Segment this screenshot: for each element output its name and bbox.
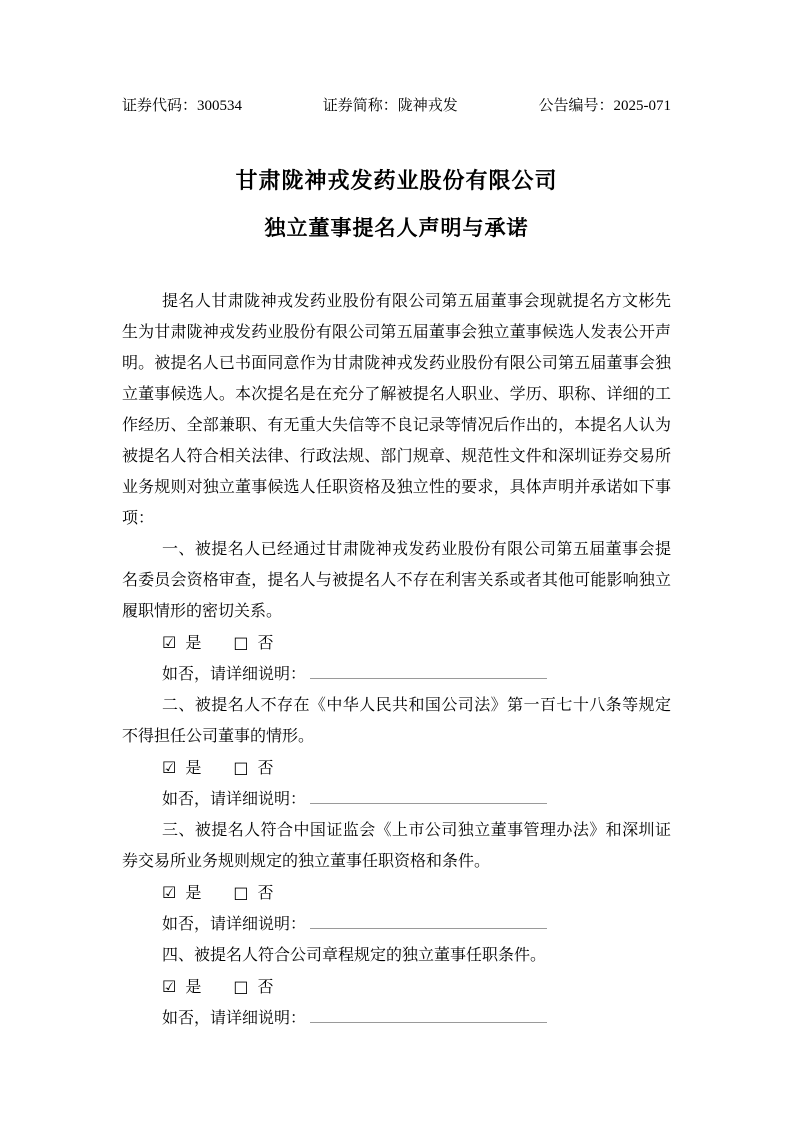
detail-row [122, 784, 671, 815]
stock-code: 证券代码：300534 [122, 98, 243, 114]
yes-checkbox[interactable] [162, 752, 201, 784]
unchecked-checkbox-icon: □ [233, 977, 249, 996]
document-title: 独立董事提名人声明与承诺 [264, 216, 529, 240]
item-text: 三、被提名人符合中国证监会《上市公司独立董事管理办法》和深圳证券交易所业务规则规定的独立董事任职资格和条件。 [122, 822, 671, 870]
detail-row [122, 659, 671, 690]
detail-prompt: 如否，请详细说明： [162, 1010, 307, 1027]
declaration-item [122, 534, 671, 690]
checkbox-row [122, 627, 671, 659]
detail-blank-line [310, 1006, 547, 1023]
company-title: 甘肃陇神戎发药业股份有限公司 [235, 168, 558, 193]
yes-checkbox[interactable] [162, 971, 201, 1003]
no-checkbox[interactable] [233, 877, 273, 909]
checkbox-row [122, 877, 671, 909]
document-body [122, 286, 671, 1034]
checkbox-row [122, 971, 671, 1003]
no-checkbox[interactable] [233, 752, 273, 784]
detail-blank-line [310, 912, 547, 929]
yes-label: 是 [185, 979, 202, 996]
detail-prompt: 如否，请详细说明： [162, 666, 307, 683]
no-checkbox[interactable] [233, 971, 273, 1003]
no-checkbox[interactable] [233, 627, 273, 659]
declaration-item [122, 690, 671, 815]
yes-label: 是 [185, 885, 202, 902]
announcement-number: 公告编号：2025-071 [538, 98, 671, 114]
stock-name: 证券简称：陇神戎发 [322, 98, 458, 114]
declaration-items [122, 534, 671, 1034]
yes-label: 是 [185, 760, 202, 777]
unchecked-checkbox-icon: □ [233, 883, 249, 902]
detail-blank-line [310, 787, 547, 804]
no-label: 否 [257, 979, 274, 996]
detail-row [122, 909, 671, 940]
no-label: 否 [257, 885, 274, 902]
yes-checkbox[interactable] [162, 627, 201, 659]
checked-checkbox-icon: ☑ [162, 977, 177, 996]
yes-label: 是 [185, 635, 202, 652]
item-text: 二、被提名人不存在《中华人民共和国公司法》第一百七十八条等规定不得担任公司董事的情形。 [122, 697, 671, 745]
no-label: 否 [257, 635, 274, 652]
detail-blank-line [310, 662, 547, 679]
declaration-item [122, 940, 671, 1034]
checked-checkbox-icon: ☑ [162, 633, 177, 652]
unchecked-checkbox-icon: □ [233, 633, 249, 652]
detail-prompt: 如否，请详细说明： [162, 791, 307, 808]
checked-checkbox-icon: ☑ [162, 883, 177, 902]
no-label: 否 [257, 760, 274, 777]
checkbox-row [122, 752, 671, 784]
detail-row [122, 1003, 671, 1034]
detail-prompt: 如否，请详细说明： [162, 916, 307, 933]
intro-paragraph: 提名人甘肃陇神戎发药业股份有限公司第五届董事会现就提名方文彬先生为甘肃陇神戎发药业股份有限公司第五届董事会独立董事候选人发表公开声明。被提名人已书面同意作为甘肃陇神戎发药业股份有限公司第五届董事会独立董事候选人。本次提名是在充分了解被提名人职业、学历、职称、详细的工作经历、全部兼职、有无重大失信等不良记录等情况后作出的，本提名人认为被提名人符合相关法律、行政法规、部门规章、规范性文件和深圳证券交易所业务规则对独立董事候选人任职资格及独立性的要求，具体声明并承诺如下事项： [122, 293, 671, 527]
item-text: 一、被提名人已经通过甘肃陇神戎发药业股份有限公司第五届董事会提名委员会资格审查，提名人与被提名人不存在利害关系或者其他可能影响独立履职情形的密切关系。 [122, 541, 671, 620]
unchecked-checkbox-icon: □ [233, 758, 249, 777]
declaration-item [122, 815, 671, 940]
yes-checkbox[interactable] [162, 877, 201, 909]
checked-checkbox-icon: ☑ [162, 758, 177, 777]
document-header [122, 96, 671, 116]
item-text: 四、被提名人符合公司章程规定的独立董事任职条件。 [162, 947, 547, 964]
